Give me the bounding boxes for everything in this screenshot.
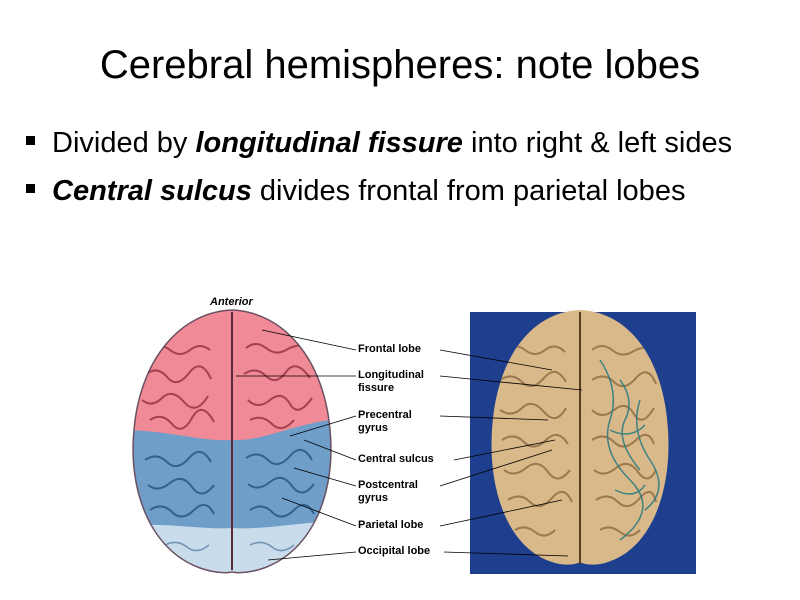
bullet-emphasis: Central sulcus xyxy=(52,175,252,207)
label-precentral-gyrus: Precentral gyrus xyxy=(358,409,412,434)
bullet-item xyxy=(20,126,760,160)
bullet-text-pre: Divided by xyxy=(52,127,196,159)
bullet-item xyxy=(20,174,760,208)
bullet-text-post: divides frontal from parietal lobes xyxy=(251,175,686,207)
anterior-label: Anterior xyxy=(210,296,253,308)
slide-title: Cerebral hemispheres: note lobes xyxy=(99,43,701,87)
occipital-lobe-region xyxy=(120,520,350,580)
illustrated-brain xyxy=(120,300,350,580)
bullet-list xyxy=(20,126,760,222)
bullet-emphasis: longitudinal fissure xyxy=(195,127,463,159)
brain-figure xyxy=(0,290,800,590)
square-bullet-icon xyxy=(26,184,35,193)
square-bullet-icon xyxy=(26,136,35,145)
bullet-text-post: into right & left sides xyxy=(462,127,733,159)
label-central-sulcus: Central sulcus xyxy=(358,453,434,465)
label-longitudinal-fissure: Longitudinal fissure xyxy=(358,369,424,394)
label-parietal-lobe: Parietal lobe xyxy=(358,519,424,531)
label-postcentral-gyrus: Postcentral gyrus xyxy=(358,479,418,504)
label-occipital-lobe: Occipital lobe xyxy=(358,545,431,557)
label-frontal-lobe: Frontal lobe xyxy=(358,343,421,355)
